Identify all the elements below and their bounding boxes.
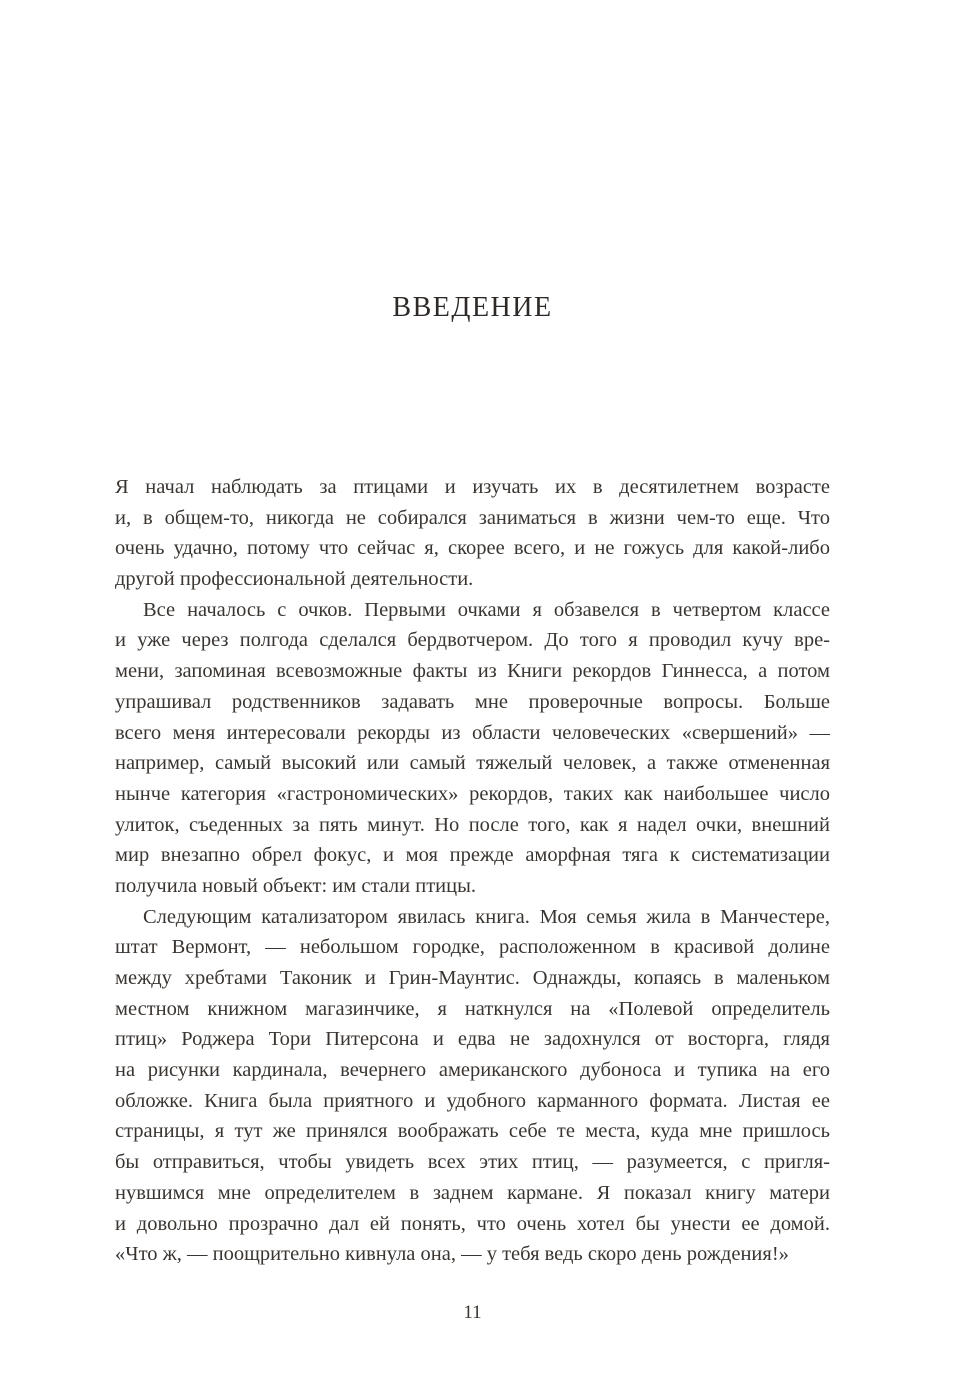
text-line: мени, запоминая всевозможные факты из Книги рекордов Гиннесса, а потом xyxy=(115,660,830,683)
text-line: «Что ж, — поощрительно кивнула она, — у тебя ведь скоро день рождения!» xyxy=(115,1243,789,1266)
text-line: местном книжном магазинчике, я наткнулся на «Полевой определитель xyxy=(115,997,830,1020)
text-line: очень удачно, потому что сейчас я, скорее всего, и не гожусь для какой-либо xyxy=(115,537,830,560)
text-line: и довольно прозрачно дал ей понять, что очень хотел бы унести ее домой. xyxy=(115,1212,830,1235)
text-line: всего меня интересовали рекорды из области человеческих «свершений» — xyxy=(115,721,830,744)
text-line: нувшимся мне определителем в заднем кармане. Я показал книгу матери xyxy=(115,1181,830,1204)
text-line: Я начал наблюдать за птицами и изучать их в десятилетнем возрасте xyxy=(115,476,830,498)
chapter-title: ВВЕДЕНИЕ xyxy=(392,292,553,323)
text-line: обложке. Книга была приятного и удобного карманного формата. Листая ее xyxy=(115,1089,830,1112)
text-line: упрашивал родственников задавать мне проверочные вопросы. Больше xyxy=(115,690,830,713)
page-number: 11 xyxy=(463,1302,482,1323)
text-line: и, в общем-то, никогда не собирался заниматься в жизни чем-то еще. Что xyxy=(115,506,830,529)
body-text xyxy=(115,472,830,1270)
text-line: птиц» Роджера Тори Питерсона и едва не задохнулся от восторга, глядя xyxy=(115,1028,830,1051)
text-line: штат Вермонт, — небольшом городке, расположенном в красивой долине xyxy=(115,936,830,959)
text-line: мир внезапно обрел фокус, и моя прежде аморфная тяга к систематизации xyxy=(115,844,830,867)
text-line: другой профессиональной деятельности. xyxy=(115,568,474,591)
text-line: на рисунки кардинала, вечернего американского дубоноса и тупика на его xyxy=(115,1059,830,1082)
text-line: нынче категория «гастрономических» рекордов, таких как наибольшее число xyxy=(115,782,830,805)
text-line: и уже через полгода сделался бердвотчером. До того я проводил кучу вре- xyxy=(115,629,830,652)
text-line: Все началось с очков. Первыми очками я обзавелся в четвертом классе xyxy=(143,598,830,621)
text-line: бы отправиться, чтобы увидеть всех этих птиц, — разумеется, с пригля- xyxy=(115,1151,830,1174)
text-line: Следующим катализатором явилась книга. Моя семья жила в Манчестере, xyxy=(143,905,830,928)
text-line: улиток, съеденных за пять минут. Но после того, как я надел очки, внешний xyxy=(115,813,830,836)
text-line: между хребтами Таконик и Грин-Маунтис. Однажды, копаясь в маленьком xyxy=(115,967,830,989)
text-line: например, самый высокий или самый тяжелый человек, а также отмененная xyxy=(115,752,830,775)
text-line: получила новый объект: им стали птицы. xyxy=(115,874,477,897)
text-line: страницы, я тут же принялся воображать себе те места, куда мне пришлось xyxy=(115,1120,830,1143)
